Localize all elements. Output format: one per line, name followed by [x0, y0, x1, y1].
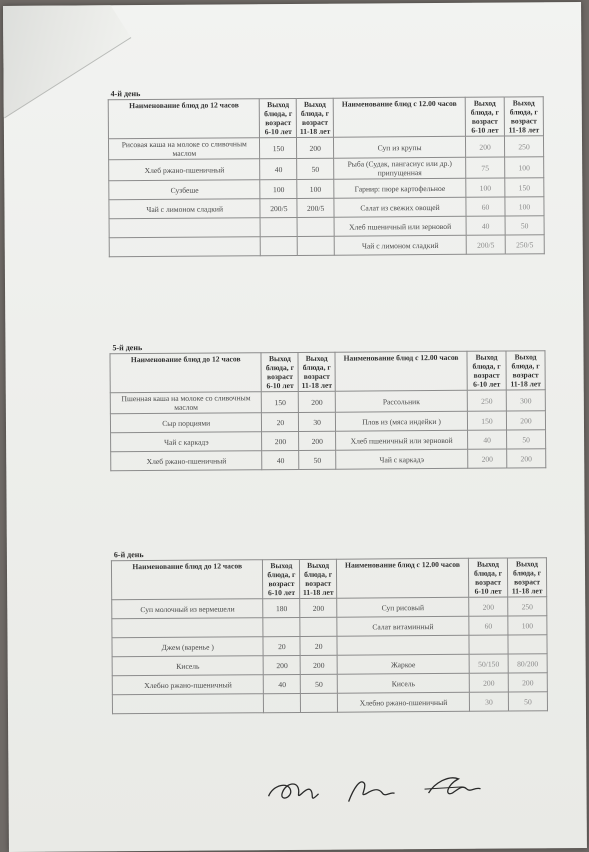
- table-cell: Джем (варенье ): [112, 637, 264, 657]
- column-header: Выход блюда, г возраст 6-10 лет: [263, 559, 300, 598]
- day-title: 5-й день: [112, 343, 143, 353]
- table-cell: 150: [505, 178, 544, 197]
- column-header: Выход блюда, г возраст 11-18 лет: [506, 351, 545, 390]
- table-cell: [109, 218, 261, 238]
- table-cell: [261, 217, 298, 236]
- table-cell: [301, 693, 338, 712]
- table-cell: [337, 635, 469, 655]
- table-cell: Жаркое: [337, 654, 469, 674]
- table-cell: Хлеб ржано-пшеничный: [111, 451, 263, 471]
- table-cell: 40: [466, 216, 505, 235]
- table-cell: Рассольник: [335, 390, 467, 412]
- table-cell: 20: [262, 412, 299, 431]
- table-cell: Салат из свежих овощей: [334, 197, 466, 217]
- menu-table: [109, 350, 546, 471]
- table-cell: 30: [469, 692, 508, 711]
- table-cell: 200: [508, 673, 547, 692]
- table-cell: 50: [299, 450, 336, 469]
- table-cell: 30: [299, 412, 336, 431]
- table-cell: 100: [505, 157, 544, 178]
- table-cell: Хлебно ржано-пшеничный: [337, 692, 469, 712]
- column-header: Выход блюда, г возраст 11-18 лет: [507, 558, 546, 597]
- table-cell: Чай с каркадэ: [336, 449, 468, 469]
- table-row: [112, 692, 547, 714]
- table-row: [109, 157, 544, 181]
- table-cell: 200: [262, 431, 299, 450]
- table-cell: Пшенная каша на молоке со сливочным маслом: [110, 392, 262, 414]
- signatures: [248, 763, 508, 815]
- table-cell: 100: [505, 197, 544, 216]
- table-cell: 150: [262, 391, 299, 412]
- table-cell: [508, 635, 547, 654]
- table-row: [108, 136, 543, 160]
- table-cell: Плов из (мяса индейки ): [335, 411, 467, 431]
- table-cell: 200: [469, 673, 508, 692]
- table-cell: 40: [468, 430, 507, 449]
- column-header: Наименование блюд до 12 часов: [108, 99, 260, 139]
- table-cell: 75: [466, 157, 505, 178]
- table-cell: 200: [299, 391, 336, 412]
- table-cell: Кисель: [112, 656, 264, 676]
- table-cell: [109, 237, 261, 257]
- table-cell: Хлебно ржано-пшеничный: [112, 675, 264, 695]
- table-cell: 100: [508, 616, 547, 635]
- table-cell: 250/5: [505, 235, 544, 254]
- table-cell: 100: [466, 178, 505, 197]
- column-header: Наименование блюд с 12.00 часов: [335, 351, 467, 391]
- table-cell: Кисель: [337, 673, 469, 693]
- day-6-section: [111, 547, 548, 714]
- table-cell: Рисовая каша на молоке со сливочным маслом: [108, 138, 260, 160]
- table-cell: 200: [468, 449, 507, 468]
- table-cell: 20: [263, 636, 300, 655]
- table-cell: 200: [469, 597, 508, 616]
- table-cell: Рыба (Судак, пангасиус или др.) припущенная: [334, 157, 466, 179]
- table-cell: 250: [504, 136, 543, 157]
- column-header: Выход блюда, г возраст 6-10 лет: [261, 352, 298, 391]
- table-cell: 200: [507, 449, 546, 468]
- table-cell: Суп рисовый: [337, 597, 469, 617]
- table-cell: 50: [297, 158, 334, 179]
- table-cell: 200: [264, 655, 301, 674]
- table-cell: 200: [300, 598, 337, 617]
- table-cell: 300: [506, 390, 545, 411]
- table-cell: [297, 236, 334, 255]
- table-cell: [264, 693, 301, 712]
- table-cell: 200/5: [466, 235, 505, 254]
- table-cell: [297, 217, 334, 236]
- table-cell: Чай с лимоном сладкий: [334, 235, 466, 255]
- column-header: Выход блюда, г возраст 11-18 лет: [296, 98, 333, 137]
- day-title: 6-й день: [113, 550, 144, 560]
- day-4-section: [108, 86, 545, 257]
- day-5-section: [109, 340, 546, 471]
- table-cell: 50: [507, 430, 546, 449]
- table-cell: 60: [469, 616, 508, 635]
- document-page: [3, 2, 587, 852]
- menu-table: [111, 557, 548, 714]
- table-cell: 100: [260, 179, 297, 198]
- table-cell: Сузбеше: [109, 180, 261, 200]
- table-cell: [112, 694, 264, 714]
- table-cell: Сыр порциями: [110, 413, 262, 433]
- table-cell: [469, 635, 508, 654]
- table-cell: Чай с лимоном сладкий: [109, 199, 261, 219]
- table-cell: Салат витаминный: [337, 616, 469, 636]
- table-cell: 250: [467, 390, 506, 411]
- table-cell: [263, 617, 300, 636]
- table-cell: 50: [505, 216, 544, 235]
- table-cell: Суп молочный из вермешели: [112, 599, 264, 619]
- table-cell: 100: [297, 179, 334, 198]
- column-header: Выход блюда, г возраст 11-18 лет: [504, 97, 543, 136]
- table-cell: 200: [297, 137, 334, 158]
- table-cell: [261, 236, 298, 255]
- table-cell: Суп из крупы: [334, 136, 466, 158]
- table-cell: 200/5: [260, 198, 297, 217]
- menu-table: [108, 96, 545, 257]
- column-header: Наименование блюд до 12 часов: [110, 353, 262, 393]
- column-header: Выход блюда, г возраст 6-10 лет: [260, 98, 297, 137]
- table-cell: 80/200: [508, 654, 547, 673]
- day-title: 4-й день: [110, 89, 141, 99]
- table-cell: 200: [299, 431, 336, 450]
- table-cell: 40: [260, 158, 297, 179]
- table-row: [109, 235, 544, 257]
- table-cell: 200: [466, 136, 505, 157]
- table-cell: 40: [262, 450, 299, 469]
- table-cell: Хлеб ржано-пшеничный: [109, 159, 261, 181]
- table-cell: 200: [300, 655, 337, 674]
- column-header: Наименование блюд с 12.00 часов: [333, 97, 465, 137]
- table-row: [111, 449, 546, 471]
- table-cell: 200/5: [297, 198, 334, 217]
- table-cell: 50: [300, 674, 337, 693]
- table-cell: 200: [506, 411, 545, 430]
- signature-marks: [248, 763, 508, 815]
- table-cell: Гарнир: пюре картофельное: [334, 178, 466, 198]
- column-header: Выход блюда, г возраст 6-10 лет: [465, 97, 504, 136]
- table-cell: 180: [263, 598, 300, 617]
- table-cell: Хлеб пшеничный или зерновой: [334, 216, 466, 236]
- table-cell: Чай с каркадэ: [111, 432, 263, 452]
- table-cell: 150: [467, 411, 506, 430]
- column-header: Выход блюда, г возраст 6-10 лет: [468, 558, 507, 597]
- table-cell: 150: [260, 137, 297, 158]
- table-cell: 250: [508, 597, 547, 616]
- column-header: Выход блюда, г возраст 11-18 лет: [300, 559, 337, 598]
- column-header: Наименование блюд с 12.00 часов: [336, 558, 468, 598]
- table-cell: 50/150: [469, 654, 508, 673]
- table-row: [110, 390, 545, 414]
- table-cell: 40: [264, 674, 301, 693]
- column-header: Наименование блюд до 12 часов: [111, 560, 263, 600]
- table-cell: [112, 618, 264, 638]
- table-cell: [300, 617, 337, 636]
- table-cell: 20: [300, 636, 337, 655]
- table-cell: 50: [508, 692, 547, 711]
- column-header: Выход блюда, г возраст 11-18 лет: [298, 352, 335, 391]
- table-cell: 60: [466, 197, 505, 216]
- column-header: Выход блюда, г возраст 6-10 лет: [467, 351, 506, 390]
- table-cell: Хлеб пшеничный или зерновой: [336, 430, 468, 450]
